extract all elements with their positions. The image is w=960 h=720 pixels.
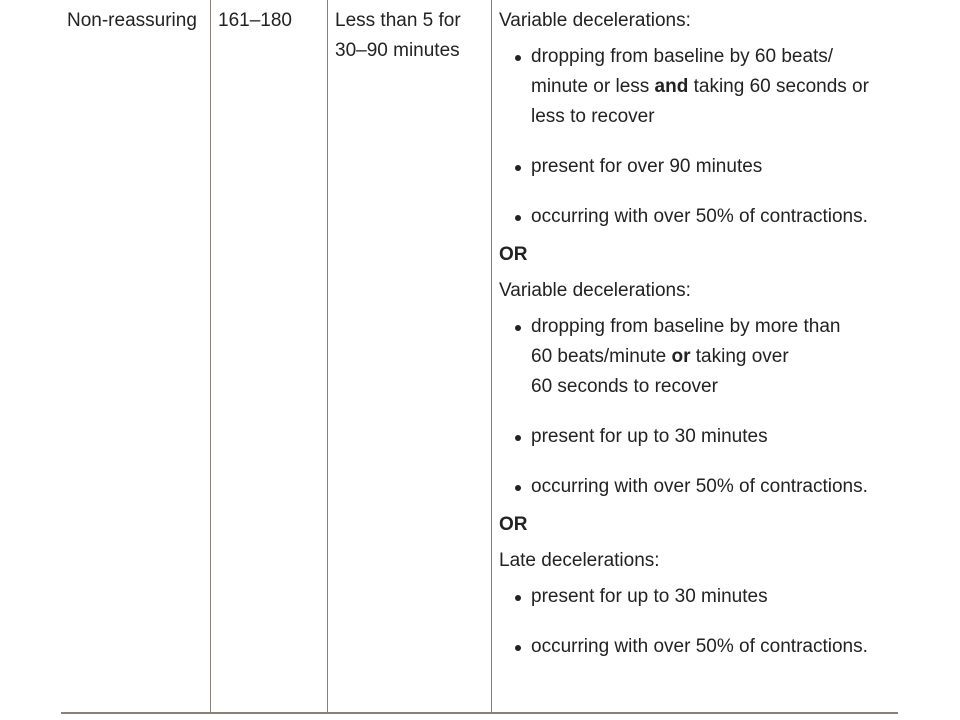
criteria-text: minute or less <box>531 76 655 97</box>
criteria-text: 60 seconds to recover <box>531 376 718 397</box>
criteria-line <box>531 152 894 182</box>
decelerations-cell <box>499 6 894 662</box>
criteria-text: dropping from baseline by more than <box>531 316 841 337</box>
criteria-line <box>531 102 894 132</box>
criteria-text: taking 60 seconds or <box>688 76 869 97</box>
bullet-icon <box>515 595 521 601</box>
bullet-icon <box>515 485 521 491</box>
bullet-icon <box>515 55 521 61</box>
criteria-text: less to recover <box>531 106 655 127</box>
criteria-line <box>531 312 894 342</box>
criteria-item <box>499 582 894 612</box>
bullet-icon <box>515 215 521 221</box>
criteria-text: occurring with over 50% of contractions. <box>531 476 868 497</box>
column-divider <box>210 0 211 714</box>
or-separator: OR <box>499 244 528 265</box>
category-cell: Non-reassuring <box>67 10 197 31</box>
criteria-line <box>531 472 894 502</box>
bullet-icon <box>515 435 521 441</box>
criteria-line <box>531 72 894 102</box>
table-bottom-border <box>61 712 898 714</box>
bullet-icon <box>515 165 521 171</box>
column-divider <box>491 0 492 714</box>
emphasis-text: or <box>671 346 691 367</box>
column-divider <box>327 0 328 714</box>
criteria-line <box>531 372 894 402</box>
criteria-text: dropping from baseline by 60 beats/ <box>531 46 834 67</box>
criteria-line <box>531 422 894 452</box>
criteria-item <box>499 202 894 232</box>
baseline-cell: 161–180 <box>218 10 292 31</box>
deceleration-heading: Variable decelerations: <box>499 280 691 301</box>
deceleration-criteria-list <box>499 312 894 502</box>
criteria-line <box>531 632 894 662</box>
criteria-text: occurring with over 50% of contractions. <box>531 206 868 227</box>
deceleration-criteria-list <box>499 582 894 662</box>
or-separator: OR <box>499 514 528 535</box>
criteria-item <box>499 472 894 502</box>
variability-cell <box>335 6 461 66</box>
criteria-item <box>499 312 894 402</box>
criteria-line <box>531 342 894 372</box>
bullet-icon <box>515 645 521 651</box>
criteria-text: occurring with over 50% of contractions. <box>531 636 868 657</box>
criteria-item <box>499 152 894 182</box>
variability-line: Less than 5 for <box>335 10 461 31</box>
criteria-text: taking over <box>690 346 789 367</box>
bullet-icon <box>515 325 521 331</box>
criteria-text: present for up to 30 minutes <box>531 426 768 447</box>
deceleration-heading: Variable decelerations: <box>499 10 691 31</box>
criteria-line <box>531 42 894 72</box>
fhr-table <box>61 0 898 714</box>
emphasis-text: and <box>654 76 689 97</box>
criteria-line <box>531 582 894 612</box>
variability-line: 30–90 minutes <box>335 40 460 61</box>
criteria-item <box>499 42 894 132</box>
deceleration-criteria-list <box>499 42 894 232</box>
criteria-text: 60 beats/minute <box>531 346 672 367</box>
criteria-text: present for over 90 minutes <box>531 156 763 177</box>
criteria-item <box>499 422 894 452</box>
deceleration-heading: Late decelerations: <box>499 550 660 571</box>
criteria-item <box>499 632 894 662</box>
criteria-line <box>531 202 894 232</box>
criteria-text: present for up to 30 minutes <box>531 586 768 607</box>
